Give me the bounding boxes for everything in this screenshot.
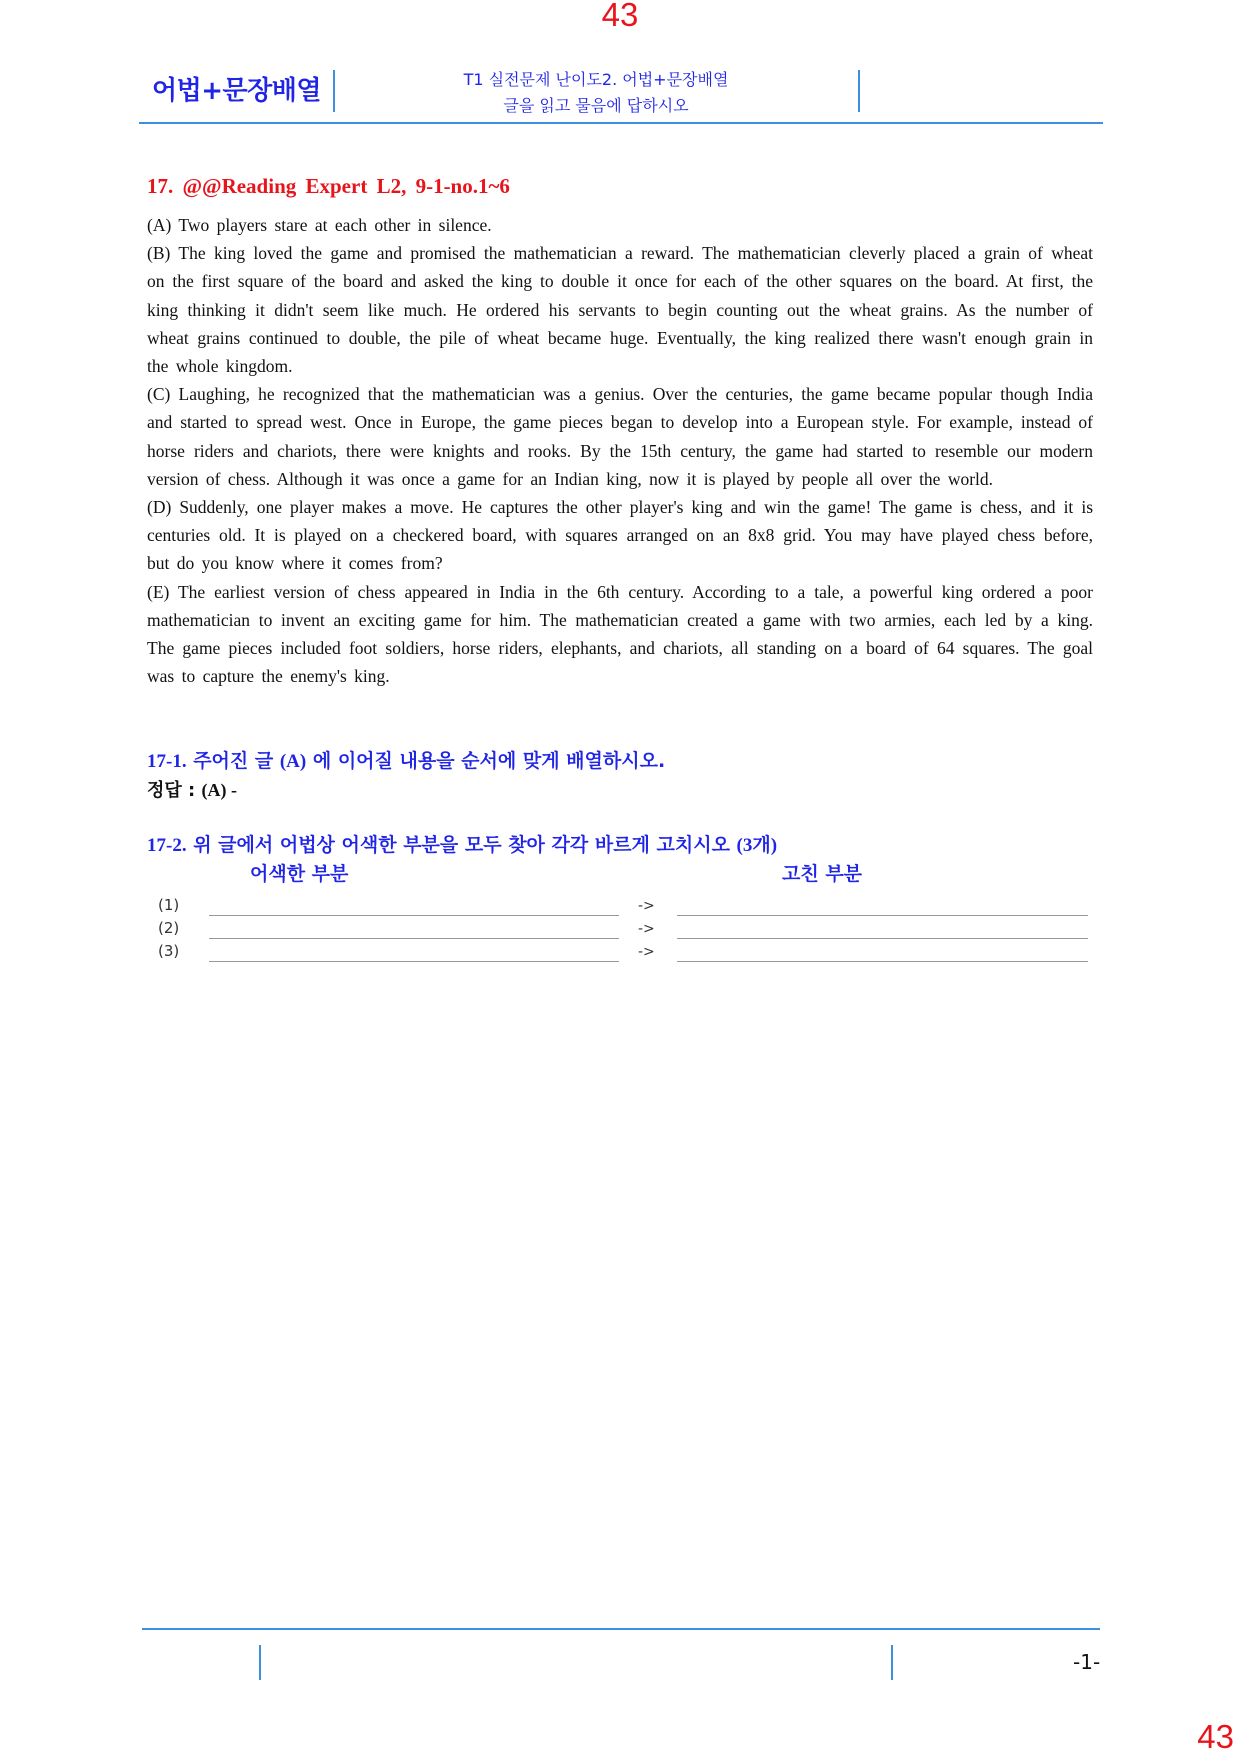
header-title: 어법+문장배열 xyxy=(152,76,321,106)
header-divider-right xyxy=(858,70,860,112)
blank-wrong-1[interactable] xyxy=(209,915,619,916)
footer-page-number: -1- xyxy=(1073,1650,1101,1674)
page-number-bottom: 43 xyxy=(1197,1718,1234,1755)
footer-rule xyxy=(142,1628,1100,1630)
passage xyxy=(147,211,1093,690)
header-subtitle-line2: 글을 읽고 물음에 답하시오 xyxy=(503,96,689,115)
sub-question-2-text: 위 글에서 어법상 어색한 부분을 모두 찾아 각각 바르게 고치시오 xyxy=(186,834,737,856)
paragraph-b: (B) The king loved the game and promised the mathematician a reward. The mathematician cleverly placed a grain of wheat on the first square of the board and asked the king to double it once for each of the other squares on the board. At first, the king thinking it didn't seem like much. He ordered his servants to begin counting out the wheat grains. As the number of wheat grains continued to double, the pile of wheat became huge. Eventually, the king realized there wasn't enough grain in the whole kingdom. xyxy=(147,243,1093,377)
sub-question-1-marker: (A) xyxy=(279,751,307,772)
blank-corrected-2[interactable] xyxy=(677,938,1088,939)
question-title: 17. @@Reading Expert L2, 9-1-no.1~6 xyxy=(147,174,510,198)
blank-corrected-1[interactable] xyxy=(677,915,1088,916)
blank-wrong-3[interactable] xyxy=(209,961,619,962)
arrow-3: -> xyxy=(638,944,655,960)
sub-question-1 xyxy=(147,746,665,773)
paragraph-e: (E) The earliest version of chess appeared in India in the 6th century. According to a tale, a powerful king ordered a poor mathematician to invent an exciting game for him. The mathematician created a game with two armies, each led by a king. The game pieces included foot soldiers, horse riders, elephants, and chariots, all standing on a board of 64 squares. The goal was to capture the enemy's king. xyxy=(147,581,1093,687)
column-header-corrected: 고친 부분 xyxy=(782,863,863,885)
paragraph-a: (A) Two players stare at each other in silence. xyxy=(147,215,492,235)
answer-line xyxy=(147,776,237,802)
sub-question-2-count: (3개) xyxy=(736,835,778,856)
arrow-1: -> xyxy=(638,898,655,914)
page-number-top: 43 xyxy=(601,0,639,33)
answer-label: 정답 : xyxy=(147,780,202,801)
footer-divider-left xyxy=(259,1645,261,1680)
sub-question-1-text-after: 에 이어질 내용을 순서에 맞게 배열하시오. xyxy=(306,750,666,772)
sub-question-2 xyxy=(147,830,777,857)
row-label-3: (3) xyxy=(158,942,180,960)
answer-value: (A) - xyxy=(201,780,237,800)
header-subtitle-line1: T1 실전문제 난이도2. 어법+문장배열 xyxy=(463,70,729,89)
footer-divider-right xyxy=(891,1645,893,1680)
sub-question-2-number: 17-2. xyxy=(147,835,187,856)
row-label-2: (2) xyxy=(158,919,180,937)
sub-question-1-number: 17-1. xyxy=(147,751,187,772)
column-header-wrong: 어색한 부분 xyxy=(250,863,349,885)
row-label-1: (1) xyxy=(158,896,180,914)
sub-question-1-text-before: 주어진 글 xyxy=(186,750,280,772)
blank-wrong-2[interactable] xyxy=(209,938,619,939)
paragraph-d: (D) Suddenly, one player makes a move. He captures the other player's king and win the game! The game is chess, and it is centuries old. It is played on a checkered board, with squares arranged on an 8x8 grid. You may have played chess before, but do you know where it comes from? xyxy=(147,497,1093,574)
header-rule xyxy=(139,122,1103,124)
paragraph-c: (C) Laughing, he recognized that the mathematician was a genius. Over the centuries, the game became popular though India and started to spread west. Once in Europe, the game pieces began to develop into a European style. For example, instead of horse riders and chariots, there were knights and rooks. By the 15th century, the game had started to resemble our modern version of chess. Although it was once a game for an Indian king, now it is played by people all over the world. xyxy=(147,384,1093,489)
blank-corrected-3[interactable] xyxy=(677,961,1088,962)
arrow-2: -> xyxy=(638,921,655,937)
